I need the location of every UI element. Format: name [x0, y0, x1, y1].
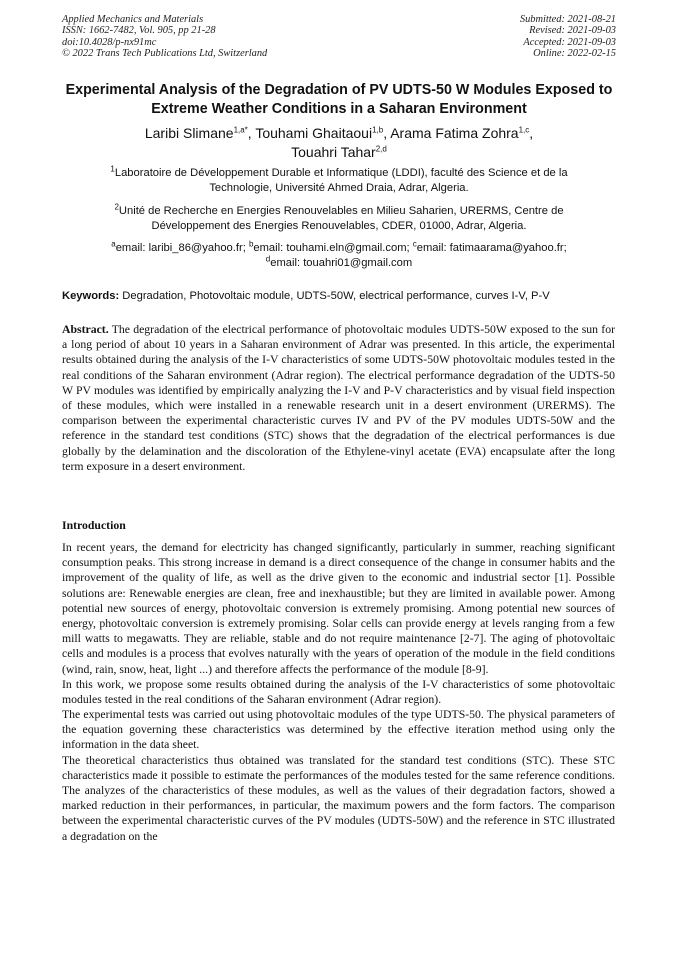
affiliation-sup: 1 [110, 164, 115, 174]
email-sup: d [265, 254, 271, 264]
author-sep: , [247, 125, 256, 141]
email-sup: b [248, 239, 254, 249]
introduction-body [62, 540, 615, 844]
author-name: Touhami Ghaitaoui [255, 125, 373, 141]
paragraph: The experimental tests was carried out using photovoltaic modules of the type UDTS-50. The physical parameters of the equation governing these characteristics was determined by the effective iteration method using only the information in the data sheet. [62, 708, 615, 752]
abstract [62, 322, 615, 474]
email-text: email: fatimaarama@yahoo.fr; [416, 242, 567, 254]
email-sup: c [412, 239, 417, 249]
email-text: email: touhami.eln@gmail.com; [253, 242, 413, 254]
paper-title: Experimental Analysis of the Degradation of PV UDTS-50 W Modules Exposed to Extreme Weather Conditions in a Saharan Environment [65, 82, 613, 117]
dates-header [520, 14, 616, 60]
author-sup: 2,d [375, 144, 387, 154]
doi: doi:10.4028/p-nx91mc [62, 36, 157, 48]
issn: ISSN: 1662-7482, Vol. 905, pp 21-28 [62, 25, 216, 37]
keywords [62, 289, 622, 304]
introduction-heading: Introduction [62, 519, 126, 532]
email-text: email: touahri01@gmail.com [270, 257, 413, 270]
author-sup: 1,b [372, 125, 384, 135]
author-list [62, 124, 616, 162]
copyright: © 2022 Trans Tech Publications Ltd, Switzerland [62, 48, 268, 60]
email-list [64, 241, 614, 271]
email-sup: a [111, 239, 116, 249]
email-text: email: laribi_86@yahoo.fr; [115, 242, 249, 254]
affiliation-2 [78, 204, 600, 234]
journal-header [62, 14, 267, 60]
keywords-text: Degradation, Photovoltaic module, UDTS-50W, electrical performance, curves I-V, P-V [119, 290, 550, 302]
author-name: Laribi Slimane [144, 125, 234, 141]
author-name: Arama Fatima Zohra [390, 125, 519, 141]
author-sup: 1,a* [233, 125, 248, 135]
affiliation-1 [78, 166, 600, 196]
online-date: Online: 2022-02-15 [533, 48, 616, 60]
paragraph: In this work, we propose some results obtained during the analysis of the I-V characteristics of some photovoltaic modules tested in the real conditions of the Saharan environment (Adrar region). [62, 677, 615, 706]
paragraph: In recent years, the demand for electricity has changed significantly, particularly in summer, reaching significant consumption peaks. This strong increase in demand is a direct consequence of the change in consumer habits and the improvement of the quality of life, as well as the drive given to the economic and industrial sector [1]. Possible solutions are: Renewable energies are clean, free and inexhaustible; but they are limited in available power. Among potential new sources of energy, photovoltaic conversion is extremely promising. Among potential new sources of energy, photovoltaic conversion is extremely promising. Solar cells can provide energy at levels ranging from a few mill watts to megawatts. They are reliable, stable and do not require maintenance [2-7]. The aging of photovoltaic cells and modules is a process that evolves naturally with the years of operation of the module in the field conditions (wind, rain, snow, heat, light ...) and therefore affects the performance of the module [8-9]. [62, 541, 615, 676]
author-name: Touahri Tahar [291, 144, 376, 160]
journal-name: Applied Mechanics and Materials [62, 14, 204, 25]
affiliation-sup: 2 [114, 202, 119, 212]
author-sep: , [529, 125, 534, 141]
keywords-label: Keywords: [62, 290, 120, 302]
accepted-date: Accepted: 2021-09-03 [523, 36, 616, 48]
abstract-label: Abstract. [62, 323, 109, 336]
submitted-date: Submitted: 2021-08-21 [519, 14, 616, 25]
author-sep: , [383, 125, 391, 141]
paragraph: The theoretical characteristics thus obtained was translated for the standard test conditions (STC). These STC characteristics made it possible to estimate the performances of the modules tested for the same reference conditions. The analyzes of the characteristics of these modules, as well as the values of their degradation factors, showed a marked reduction in their performances, in particular, the maximum powers and the form factors. The comparison between the experimental characteristic curves of the PV modules (UDTS-50W) and the reference in STC illustrated a degradation on the [62, 753, 615, 843]
author-sup: 1,c [518, 125, 530, 135]
affiliation-text: Unité de Recherche en Energies Renouvelables en Milieu Saharien, URERMS, Centre de Développement des Energies Renouvelables, CDER, 01000, Adrar, Algeria. [118, 205, 564, 233]
abstract-text: The degradation of the electrical performance of photovoltaic modules UDTS-50W exposed to the sun for a long period of about 10 years in a Saharan environment of Adrar was presented. In this article, the experimental results obtained during the analysis of the I-V characteristics of some UDTS-50W photovoltaic modules tested in the real conditions of the Saharan environment (Adrar region). The electrical performance degradation of the UDTS-50 W PV modules was identified by empirically analyzing the I-V and P-V characteristics and by visual field inspection of these modules, which were installed in a renewable research unit in a desert environment (URERMS). The comparison between the experimental characteristic curves IV and PV of the PV modules UDTS-50W and the reference in the standard test conditions (STC) shows that the degradation of the electrical performances is due globally by the delamination and the discoloration of the Ethylene-vinyl acetate (EVA) encapsulate after the long term exposure in a desert environment. [62, 323, 615, 473]
affiliation-text: Laboratoire de Développement Durable et Informatique (LDDI), faculté des Science et de la Technologie, Université Ahmed Draia, Adrar, Algeria. [114, 167, 568, 195]
revised-date: Revised: 2021-09-03 [529, 25, 616, 37]
